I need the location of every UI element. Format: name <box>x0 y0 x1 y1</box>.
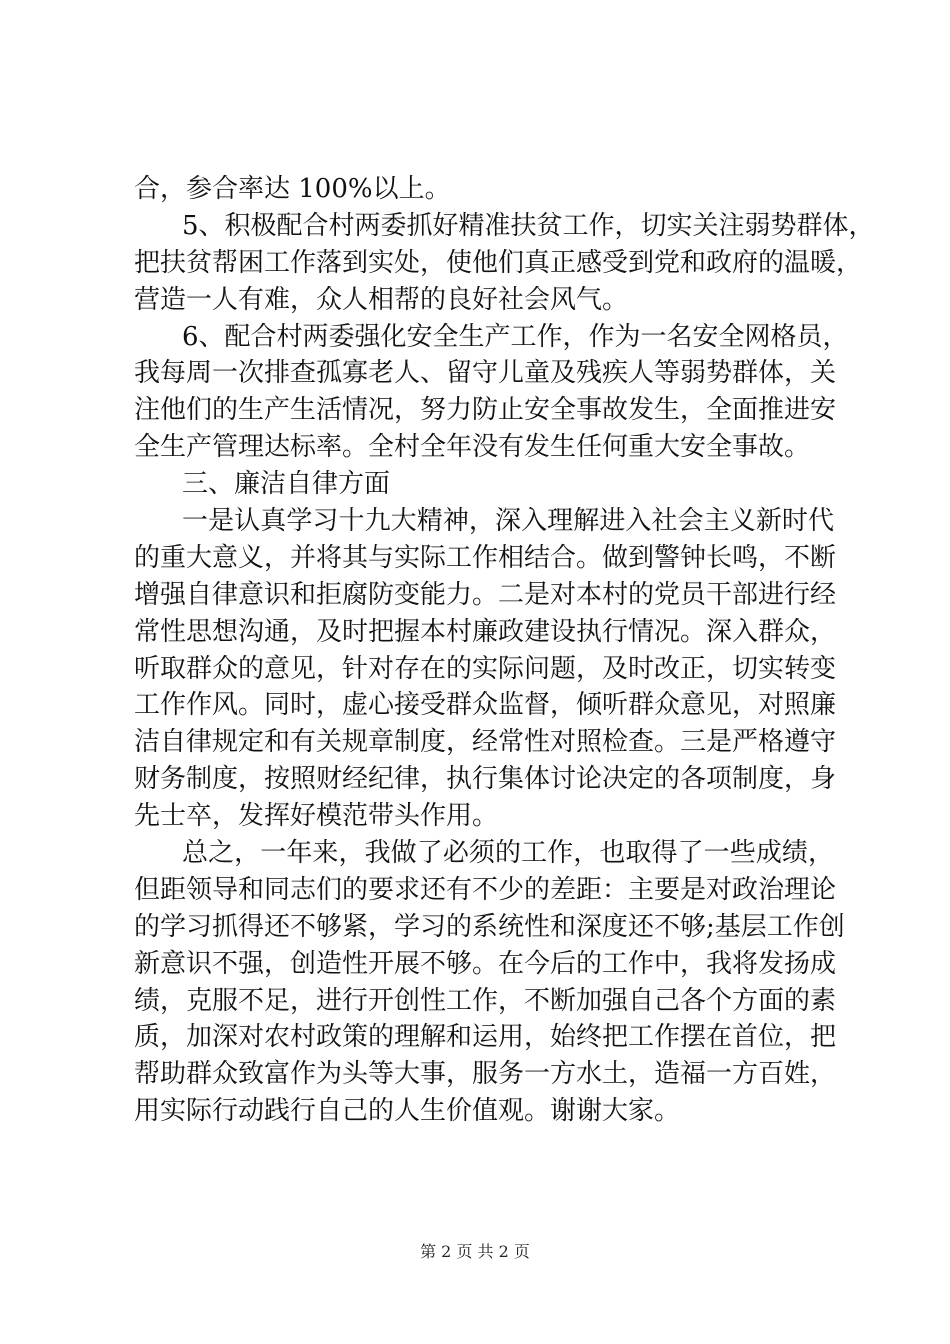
text-line-4: 营造一人有难，众人相帮的良好社会风气。 <box>134 284 629 315</box>
text-line-2: 5、积极配合村两委抓好精准扶贫工作，切实关注弱势群体， <box>182 210 875 241</box>
text-line-15: 工作作风。同时，虚心接受群众监督，倾听群众意见，对照廉 <box>134 690 837 721</box>
text-line-16: 洁自律规定和有关规章制度，经常性对照检查。三是严格遵守 <box>134 727 837 758</box>
text-line-13: 常性思想沟通，及时把握本村廉政建设执行情况。深入群众， <box>134 616 837 647</box>
text-line-6: 我每周一次排查孤寡老人、留守儿童及残疾人等弱势群体，关 <box>134 358 837 389</box>
text-line-21: 的学习抓得还不够紧，学习的系统性和深度还不够;基层工作创 <box>134 911 845 942</box>
text-line-1: 合，参合率达 100%以上。 <box>134 174 451 204</box>
section-heading: 三、廉洁自律方面 <box>182 469 391 500</box>
text-line-18: 先士卒，发挥好模范带头作用。 <box>134 801 499 832</box>
text-line-17: 财务制度，按照财经纪律，执行集体讨论决定的各项制度，身 <box>134 764 837 795</box>
text-line-26: 用实际行动践行自己的人生价值观。谢谢大家。 <box>134 1096 681 1127</box>
text-line-10: 一是认真学习十九大精神，深入理解进入社会主义新时代 <box>182 506 834 537</box>
text-line-3: 把扶贫帮困工作落到实处，使他们真正感受到党和政府的温暖， <box>134 247 863 278</box>
text-line-11: 的重大意义，并将其与实际工作相结合。做到警钟长鸣，不断 <box>134 542 837 573</box>
text-line-7: 注他们的生产生活情况，努力防止安全事故发生，全面推进安 <box>134 395 837 426</box>
text-line-14: 听取群众的意见，针对存在的实际问题，及时改正，切实转变 <box>134 653 837 684</box>
text-line-5: 6、配合村两委强化安全生产工作，作为一名安全网格员， <box>182 321 849 352</box>
document-body <box>134 171 875 1130</box>
text-line-19: 总之，一年来，我做了必须的工作，也取得了一些成绩， <box>182 838 834 869</box>
text-line-12: 增强自律意识和拒腐防变能力。二是对本村的党员干部进行经 <box>134 579 837 610</box>
text-line-23: 绩，克服不足，进行开创性工作，不断加强自己各个方面的素 <box>134 985 837 1016</box>
page-number-footer: 第 2 页 共 2 页 <box>420 1242 530 1261</box>
text-line-24: 质，加深对农村政策的理解和运用，始终把工作摆在首位，把 <box>134 1022 837 1053</box>
text-line-8: 全生产管理达标率。全村全年没有发生任何重大安全事故。 <box>134 432 811 463</box>
text-line-25: 帮助群众致富作为头等大事，服务一方水土，造福一方百姓， <box>134 1059 837 1090</box>
text-line-20: 但距领导和同志们的要求还有不少的差距：主要是对政治理论 <box>134 874 837 905</box>
text-line-22: 新意识不强，创造性开展不够。在今后的工作中，我将发扬成 <box>134 948 837 979</box>
